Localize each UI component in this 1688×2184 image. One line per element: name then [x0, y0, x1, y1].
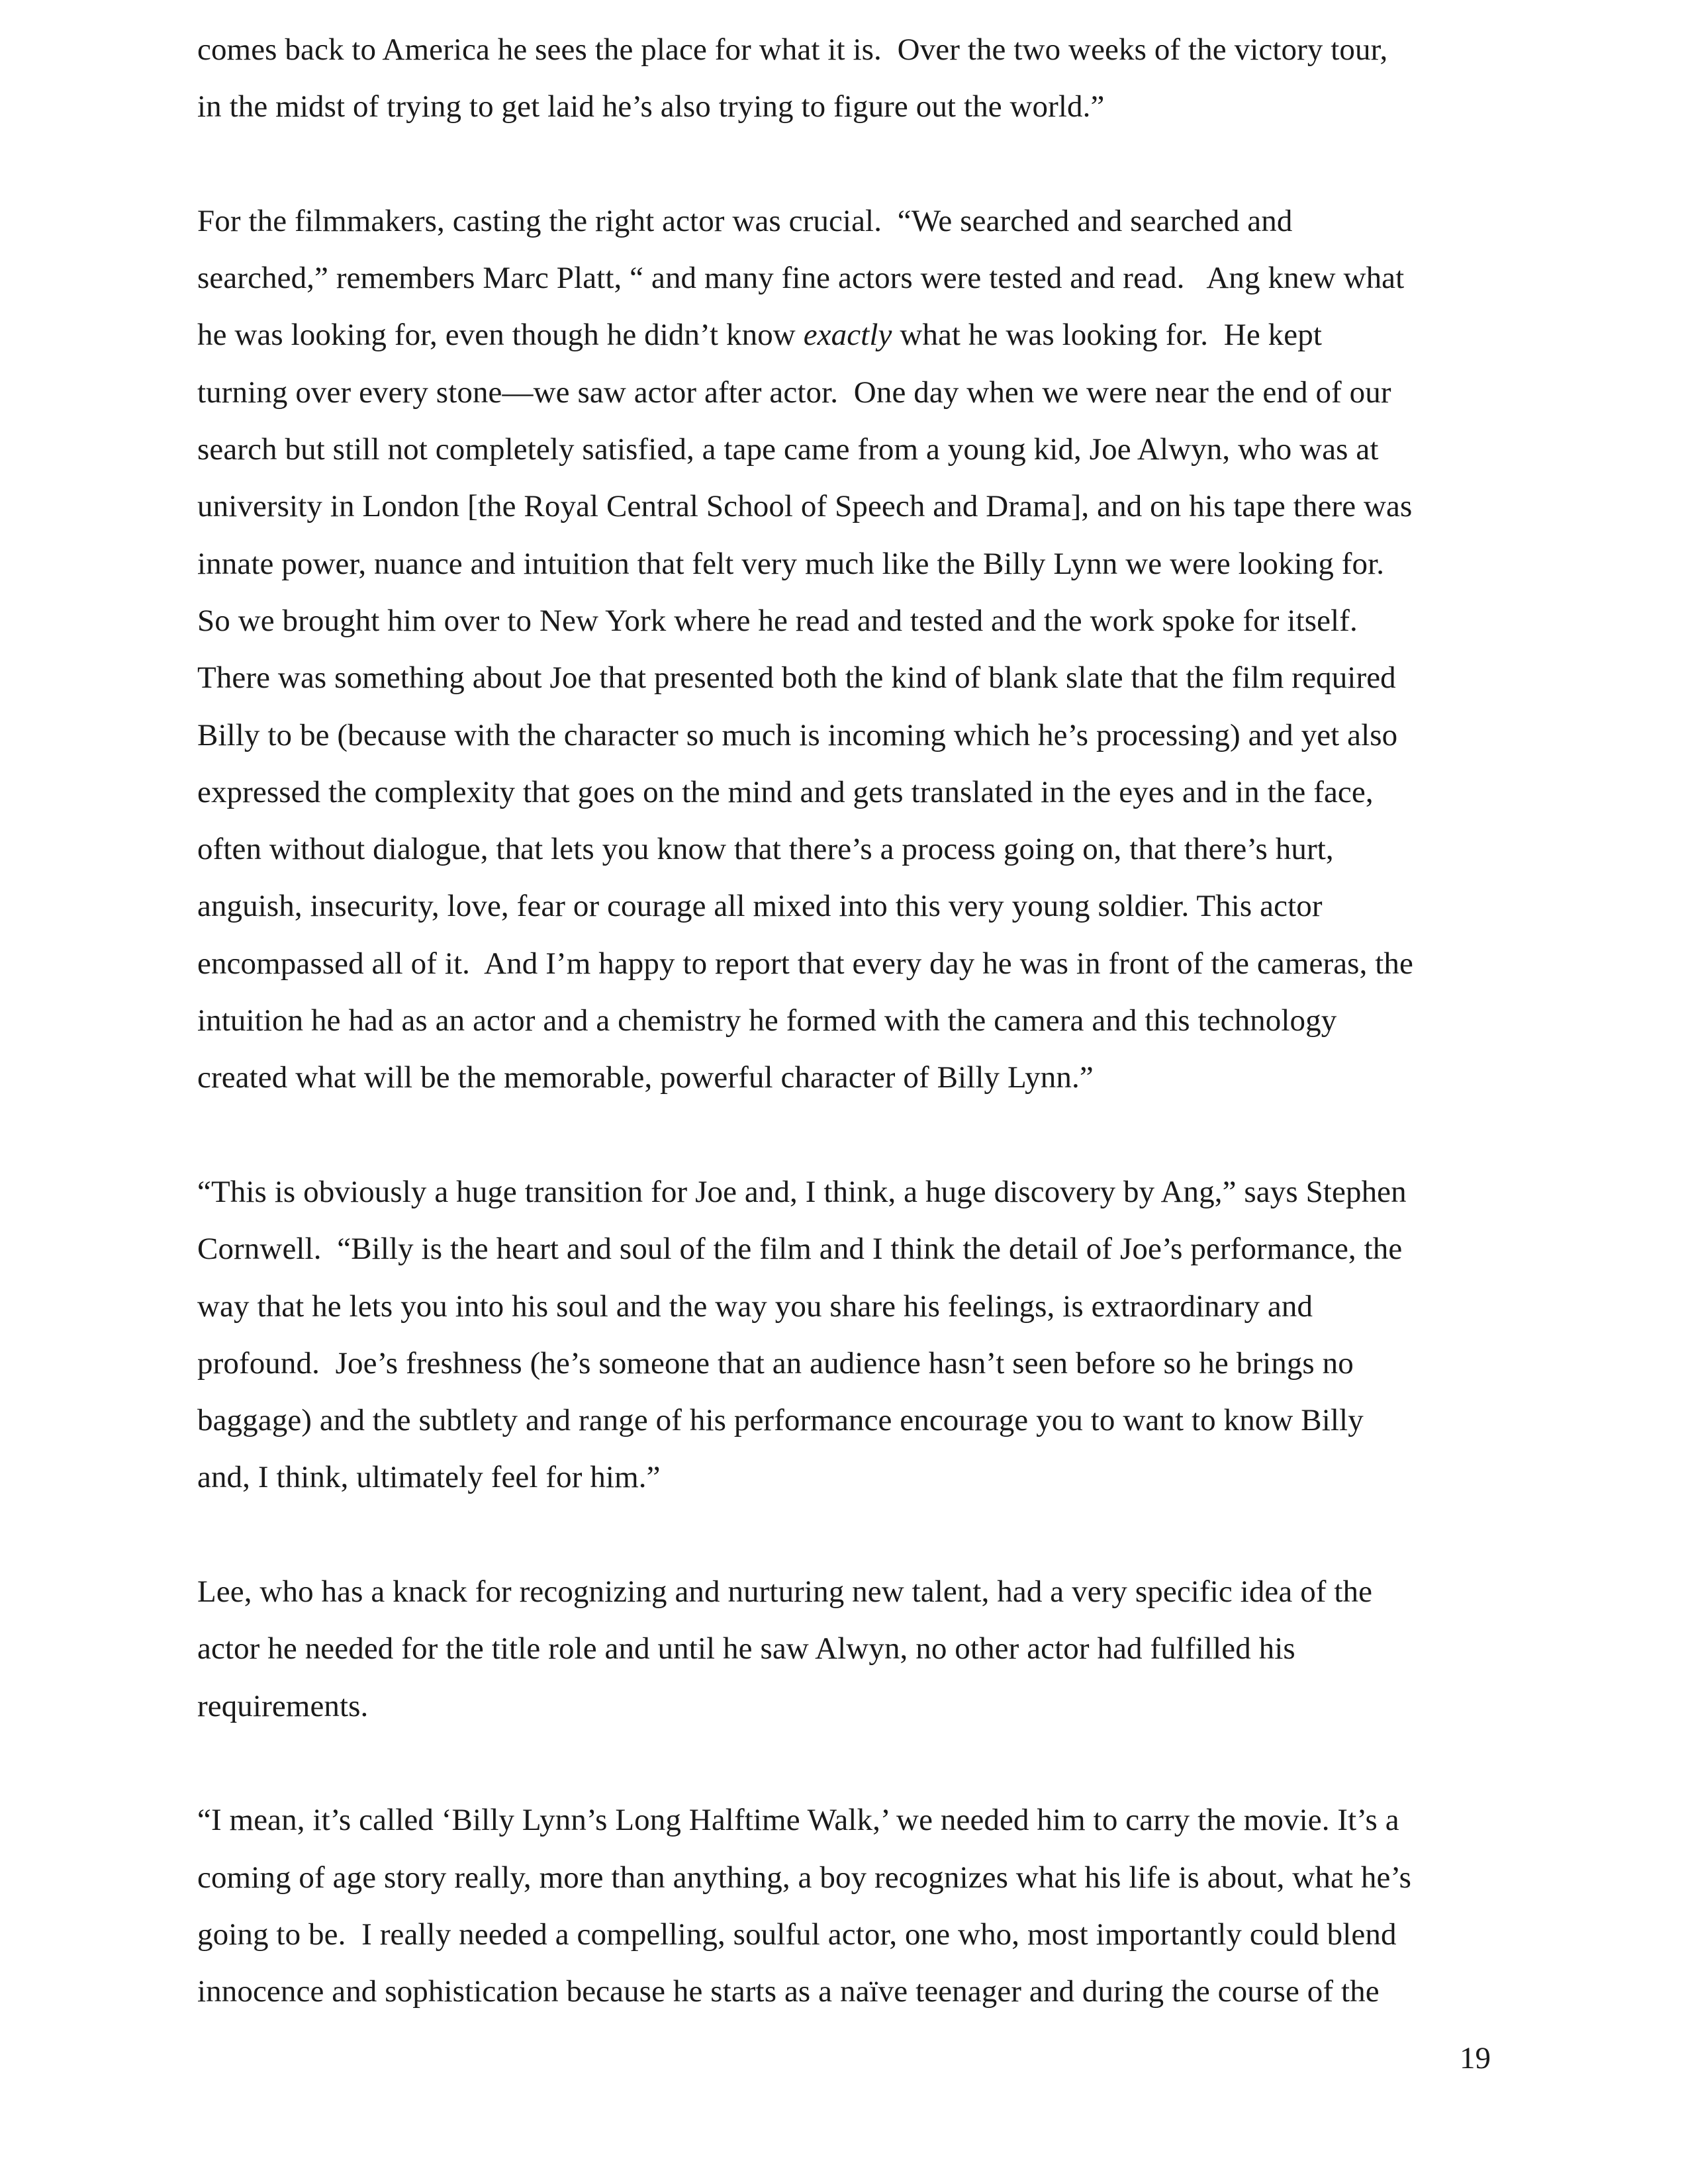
paragraph — [197, 193, 1495, 1107]
page-number: 19 — [1460, 2041, 1491, 2075]
paragraph — [197, 1563, 1495, 1735]
text-line — [197, 1392, 1495, 1449]
text-run: university in London [the Royal Central School of Speech and Drama], and on his tape there was — [197, 489, 1413, 524]
text-run: going to be. I really needed a compelling, soulful actor, one who, most importantly could blend — [197, 1917, 1397, 1952]
text-line — [197, 878, 1495, 934]
text-run: profound. Joe’s freshness (he’s someone that an audience hasn’t seen before so he brings no — [197, 1345, 1354, 1381]
text-line — [197, 1963, 1495, 2020]
text-line — [197, 821, 1495, 878]
text-run: expressed the complexity that goes on the mind and gets translated in the eyes and in the face, — [197, 774, 1374, 809]
italic-text: exactly — [803, 318, 892, 353]
text-run: For the filmmakers, casting the right actor was crucial. “We searched and searched and — [197, 203, 1293, 238]
text-run: encompassed all of it. And I’m happy to report that every day he was in front of the cameras, the — [197, 946, 1413, 981]
text-run: and, I think, ultimately feel for him.” — [197, 1460, 661, 1495]
text-line — [197, 193, 1495, 250]
text-run: he was looking for, even though he didn’t know — [197, 318, 804, 353]
paragraph-gap — [197, 1506, 1495, 1563]
text-line — [197, 478, 1495, 535]
text-line — [197, 1449, 1495, 1506]
text-line — [197, 1049, 1495, 1106]
paragraph — [197, 1163, 1495, 1506]
text-line — [197, 421, 1495, 478]
text-run: search but still not completely satisfied, a tape came from a young kid, Joe Alwyn, who was at — [197, 432, 1379, 467]
text-run: way that he lets you into his soul and the way you share his feelings, is extraordinary and — [197, 1289, 1313, 1324]
text-run: coming of age story really, more than anything, a boy recognizes what his life is about, what he’s — [197, 1860, 1412, 1895]
text-run: baggage) and the subtlety and range of his performance encourage you to want to know Billy — [197, 1403, 1364, 1438]
text-run: Billy to be (because with the character so much is incoming which he’s processing) and yet also — [197, 717, 1398, 752]
text-line — [197, 1163, 1495, 1220]
text-run: requirements. — [197, 1688, 369, 1723]
paragraph-gap — [197, 1107, 1495, 1163]
text-line — [197, 250, 1495, 306]
text-run: innate power, nuance and intuition that felt very much like the Billy Lynn we were looking for. — [197, 546, 1385, 581]
text-run: intuition he had as an actor and a chemistry he formed with the camera and this technology — [197, 1003, 1337, 1038]
paragraph-gap — [197, 136, 1495, 193]
text-line — [197, 707, 1495, 764]
paragraph-gap — [197, 1735, 1495, 1792]
text-run: turning over every stone—we saw actor after actor. One day when we were near the end of our — [197, 375, 1391, 410]
text-run: “I mean, it’s called ‘Billy Lynn’s Long Halftime Walk,’ we needed him to carry the movie. It’s a — [197, 1803, 1399, 1838]
text-line — [197, 1220, 1495, 1277]
text-run: Lee, who has a knack for recognizing and nurturing new talent, had a very specific idea of the — [197, 1574, 1373, 1610]
text-line — [197, 764, 1495, 821]
text-line — [197, 1792, 1495, 1848]
text-run: comes back to America he sees the place for what it is. Over the two weeks of the victory tour, — [197, 32, 1388, 67]
text-run: actor he needed for the title role and until he saw Alwyn, no other actor had fulfilled his — [197, 1631, 1295, 1666]
text-line — [197, 992, 1495, 1049]
body-text — [197, 21, 1495, 2020]
text-line — [197, 21, 1495, 78]
text-run: created what will be the memorable, powerful character of Billy Lynn.” — [197, 1060, 1094, 1095]
text-run: Cornwell. “Billy is the heart and soul of the film and I think the detail of Joe’s performance, the — [197, 1232, 1403, 1267]
text-line — [197, 78, 1495, 135]
text-run: what he was looking for. He kept — [892, 318, 1322, 353]
text-line — [197, 1620, 1495, 1677]
text-line — [197, 1906, 1495, 1963]
text-line — [197, 1678, 1495, 1735]
paragraph — [197, 1792, 1495, 2020]
text-line — [197, 1335, 1495, 1392]
text-line — [197, 364, 1495, 421]
text-run: anguish, insecurity, love, fear or courage all mixed into this very young soldier. This actor — [197, 889, 1323, 924]
text-line — [197, 649, 1495, 706]
text-run: in the midst of trying to get laid he’s also trying to figure out the world.” — [197, 89, 1105, 124]
text-run: So we brought him over to New York where he read and tested and the work spoke for itself. — [197, 603, 1358, 638]
text-run: There was something about Joe that presented both the kind of blank slate that the film required — [197, 660, 1396, 696]
text-line — [197, 306, 1495, 363]
text-run: “This is obviously a huge transition for Joe and, I think, a huge discovery by Ang,” says Stephen — [197, 1174, 1407, 1209]
text-line — [197, 1563, 1495, 1620]
text-line — [197, 592, 1495, 649]
text-run: often without dialogue, that lets you know that there’s a process going on, that there’s hurt, — [197, 832, 1334, 867]
text-run: innocence and sophistication because he starts as a naïve teenager and during the course of the — [197, 1974, 1380, 2009]
text-line — [197, 1278, 1495, 1335]
paragraph — [197, 21, 1495, 136]
text-line — [197, 935, 1495, 992]
text-run: searched,” remembers Marc Platt, “ and many fine actors were tested and read. Ang knew what — [197, 261, 1405, 296]
text-line — [197, 535, 1495, 592]
text-line — [197, 1849, 1495, 1906]
